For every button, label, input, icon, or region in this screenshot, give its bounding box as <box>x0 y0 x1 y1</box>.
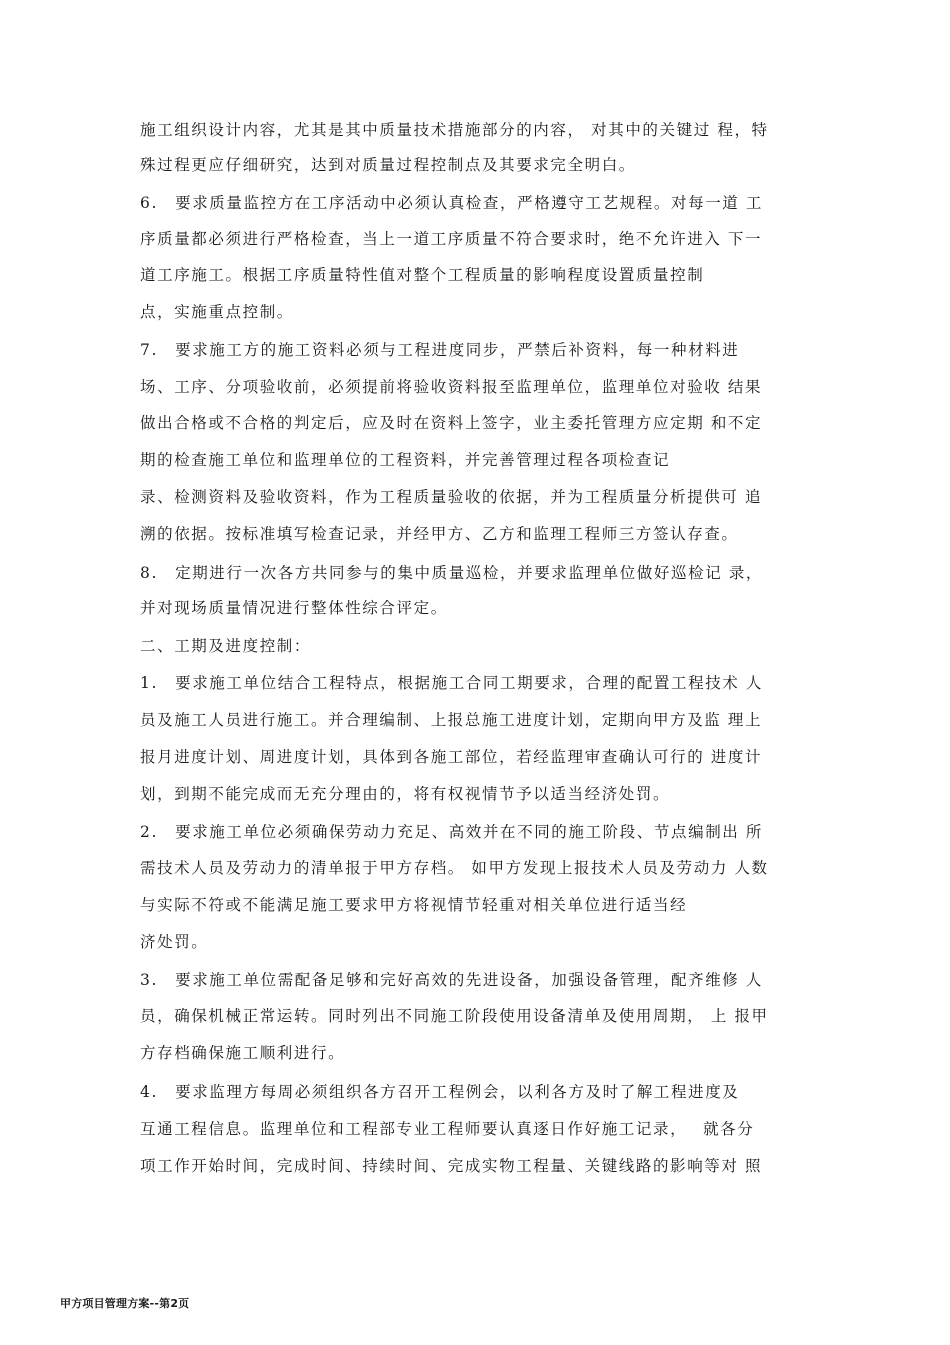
text-line: 1. 要求施工单位结合工程特点，根据施工合同工期要求，合理的配置工程技术 人 <box>140 674 764 692</box>
text-line: 员及施工人员进行施工。并合理编制、上报总施工进度计划，定期向甲方及监 理上 <box>140 711 763 729</box>
text-line: 6. 要求质量监控方在工序活动中必须认真检查，严格遵守工艺规程。对每一道 工 <box>140 194 764 212</box>
text-line: 溯的依据。按标准填写检查记录，并经甲方、乙方和监理工程师三方签认存查。 <box>140 525 739 543</box>
text-line: 互通工程信息。监理单位和工程部专业工程师要认真逐日作好施工记录， 就各分 <box>140 1120 755 1138</box>
text-line: 殊过程更应仔细研究，达到对质量过程控制点及其要求完全明白。 <box>140 156 636 174</box>
text-line: 4. 要求监理方每周必须组织各方召开工程例会，以利各方及时了解工程进度及 <box>140 1083 740 1101</box>
text-line: 录、检测资料及验收资料，作为工程质量验收的依据，并为工程质量分析提供可 追 <box>140 488 763 506</box>
text-line: 报月进度计划、周进度计划，具体到各施工部位，若经监理审查确认可行的 进度计 <box>140 748 763 766</box>
text-line: 二、工期及进度控制： <box>140 637 312 655</box>
text-line: 济处罚。 <box>140 933 209 951</box>
text-line: 8. 定期进行一次各方共同参与的集中质量巡检，并要求监理单位做好巡检记 录， <box>140 564 764 582</box>
text-line: 方存档确保施工顺利进行。 <box>140 1044 346 1062</box>
text-line: 序质量都必须进行严格检查，当上一道工序质量不符合要求时，绝不允许进入 下一 <box>140 230 763 248</box>
text-line: 做出合格或不合格的判定后，应及时在资料上签字，业主委托管理方应定期 和不定 <box>140 414 763 432</box>
text-line: 道工序施工。根据工序质量特性值对整个工程质量的影响程度设置质量控制 <box>140 266 705 284</box>
text-line: 7. 要求施工方的施工资料必须与工程进度同步，严禁后补资料，每一种材料进 <box>140 341 740 359</box>
text-line: 施工组织设计内容，尤其是其中质量技术措施部分的内容， 对其中的关键过 程，特 <box>140 121 769 139</box>
text-line: 点，实施重点控制。 <box>140 303 294 321</box>
text-line: 员，确保机械正常运转。同时列出不同施工阶段使用设备清单及使用周期， 上 报甲 <box>140 1007 769 1025</box>
text-line: 场、工序、分项验收前，必须提前将验收资料报至监理单位，监理单位对验收 结果 <box>140 378 763 396</box>
text-line: 划，到期不能完成而无充分理由的，将有权视情节予以适当经济处罚。 <box>140 785 671 803</box>
text-line: 需技术人员及劳动力的清单报于甲方存档。 如甲方发现上报技术人员及劳动力 人数 <box>140 859 769 877</box>
text-line: 并对现场质量情况进行整体性综合评定。 <box>140 599 448 617</box>
text-line: 与实际不符或不能满足施工要求甲方将视情节轻重对相关单位进行适当经 <box>140 896 688 914</box>
text-line: 期的检查施工单位和监理单位的工程资料，并完善管理过程各项检查记 <box>140 451 671 469</box>
text-line: 项工作开始时间，完成时间、持续时间、完成实物工程量、关键线路的影响等对 照 <box>140 1157 763 1175</box>
text-line: 2. 要求施工单位必须确保劳动力充足、高效并在不同的施工阶段、节点编制出 所 <box>140 823 764 841</box>
page-footer: 甲方项目管理方案--第2页 <box>60 1297 190 1310</box>
text-line: 3. 要求施工单位需配备足够和完好高效的先进设备，加强设备管理，配齐维修 人 <box>140 971 764 989</box>
